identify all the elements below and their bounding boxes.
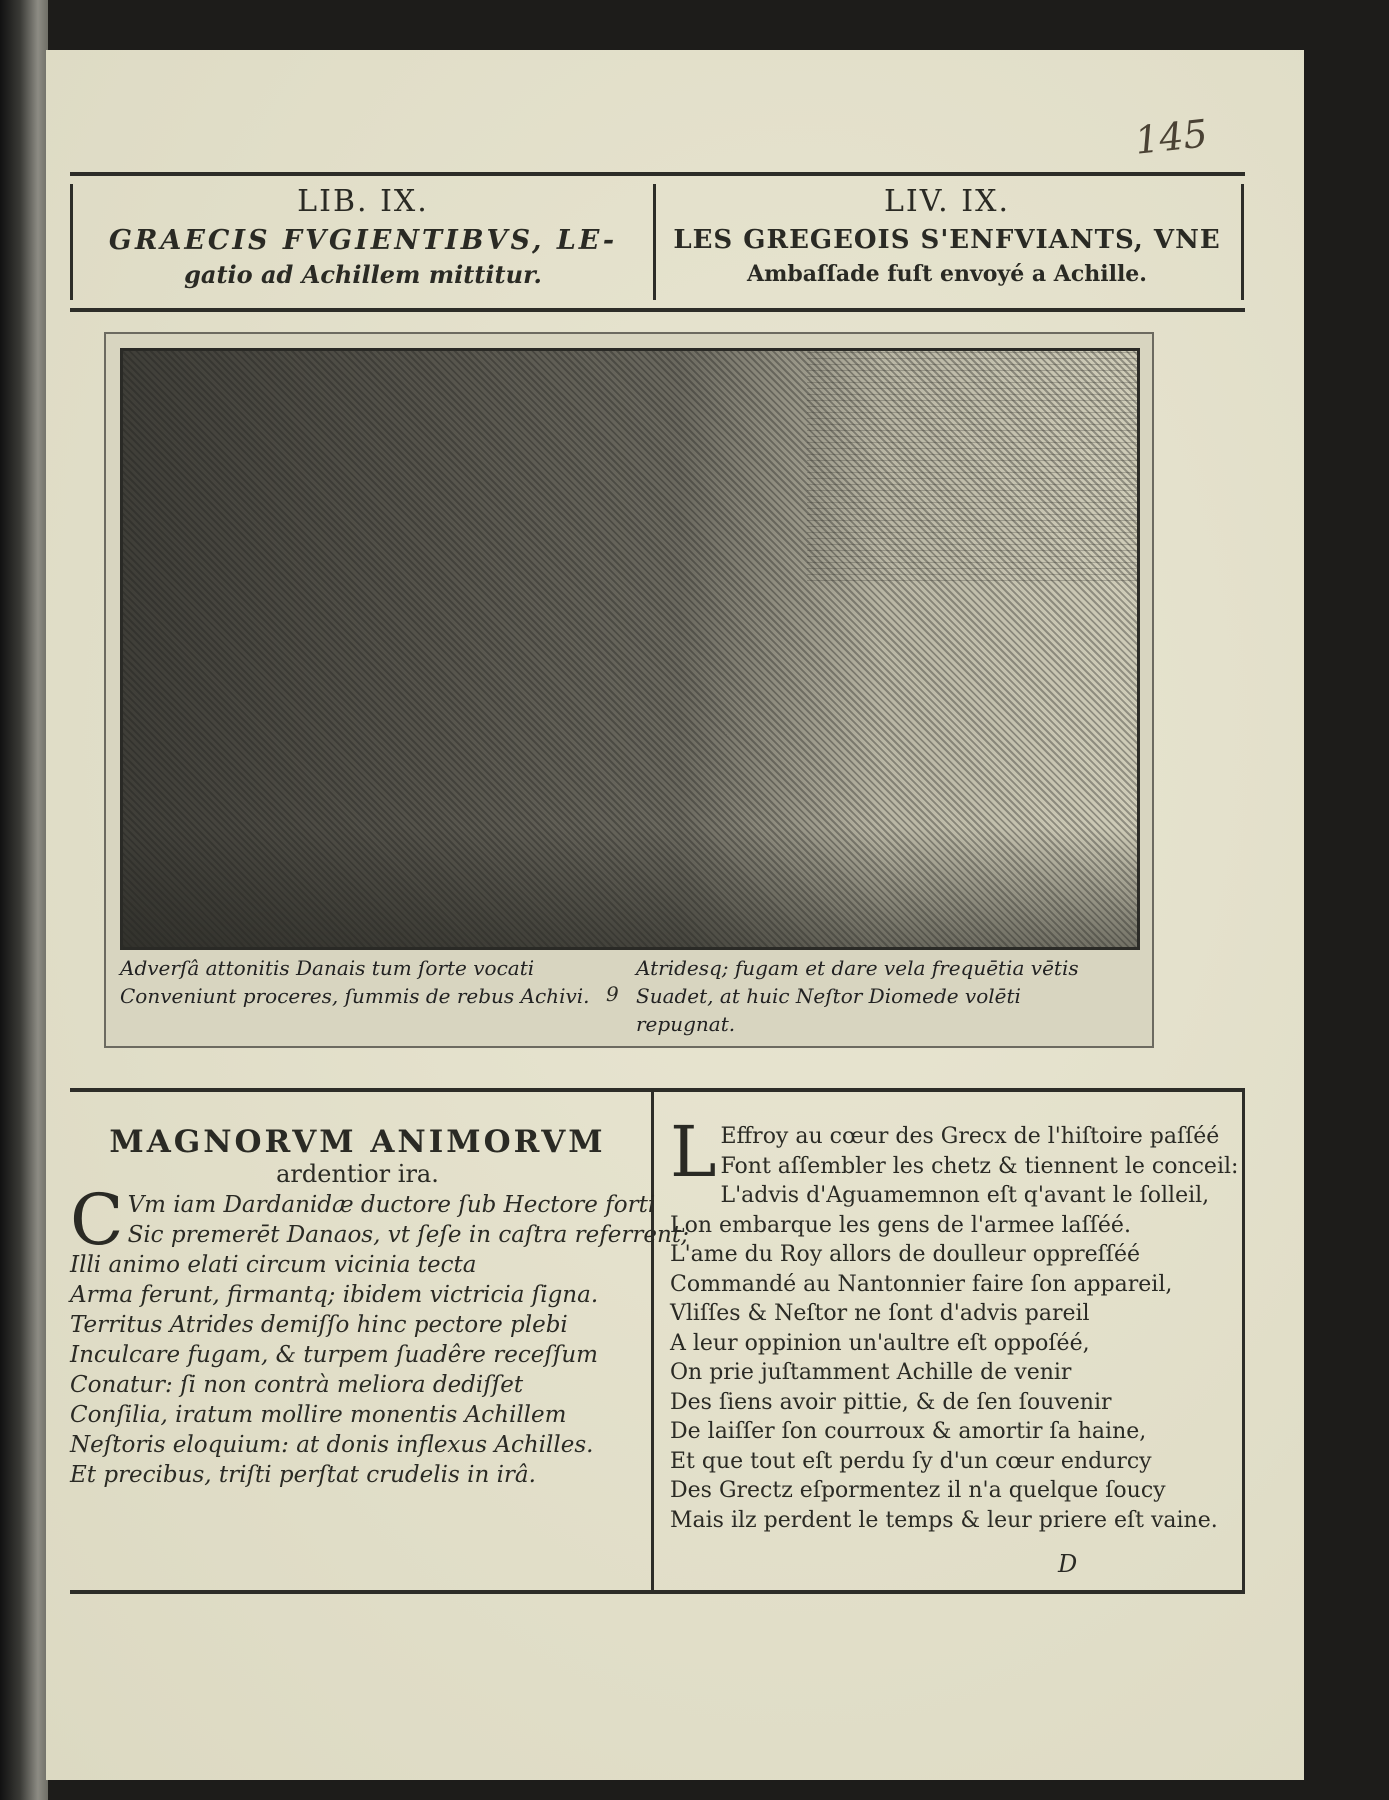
folio-number: 145 [1132,111,1210,163]
plate-caption-left [120,954,600,1010]
verse-line: Territus Atrides demiſſo hinc pectore plebi [70,1312,568,1338]
header-french [653,184,1244,300]
heading-latin-line2: gatio ad Achillem mittitur. [184,260,542,289]
verse-line: Commandé au Nantonnier faire ſon appareil, [670,1271,1173,1297]
caption-line: Conveniunt proceres, ſummis de rebus Achivi. [120,984,590,1008]
header-latin [70,184,656,300]
verse-line: Arma ferunt, firmantq; ibidem victricia ſigna. [70,1282,599,1308]
verse-line: L'advis d'Aguamemnon eſt q'avant le ſolleil, [720,1183,1210,1208]
drop-cap-latin: C [70,1179,124,1261]
drop-cap-french: L [670,1111,717,1193]
engraving-illustration [120,348,1140,950]
caption-line: Adverſâ attonitis Danais tum ſorte vocati [120,956,535,980]
verse-line: Vliſſes & Neſtor ne ſont d'advis pareil [670,1301,1090,1326]
heading-latin-line1: GRAECIS FVGIENTIBVS, LE- [108,225,618,256]
engraving-ground [123,827,1137,947]
verse-line: Lon embarque les gens de l'armee laſſéé. [670,1212,1131,1238]
verse-box [70,1088,1245,1594]
verse-line: Et que tout eſt perdu ſy d'un cœur endurcy [670,1448,1152,1474]
latin-verse [70,1124,689,1490]
verse-line: Des Grectz eſpormentez il n'a quelque ſoucy [670,1478,1166,1503]
verse-line: Effroy au cœur des Grecx de l'hiſtoire paſſéé [720,1124,1220,1149]
caption-line: Atridesq; fugam et dare vela frequētia vētis [636,956,1079,980]
book-number-latin: LIB. IX. [297,184,429,219]
verse-line: Conſilia, iratum mollire monentis Achillem [70,1402,567,1428]
verse-line: Font aſſembler les chetz & tiennent le conceil: [720,1153,1239,1179]
french-verse [670,1111,1240,1535]
engraving-sky [807,351,1137,581]
verse-line: Et precibus, triſti perſtat crudelis in irâ. [70,1462,536,1488]
verse-line: Vm iam Dardanidæ ductore ſub Hectore forti [127,1192,656,1218]
heading-french-line2: Ambaſſade fuſt envoyé a Achille. [747,261,1147,287]
verse-line: L'ame du Roy allors de doulleur oppreſſéé [670,1242,1140,1267]
verse-line: Inculcare fugam, & turpem ſuadêre receſſum [70,1342,598,1368]
plate-number: 9 [606,982,619,1006]
verse-line: Mais ilz perdent le temps & leur priere eſt vaine. [670,1507,1218,1533]
box-right-border [1242,1092,1245,1590]
signature-mark: D [1058,1550,1078,1578]
column-divider [651,1092,654,1590]
verse-line: Des ſiens avoir pittie, & de ſen ſouvenir [670,1389,1112,1415]
verse-line: De laiſſer ſon courroux & amortir ſa haine, [670,1419,1147,1444]
verse-line: Neſtoris eloquium: at donis inflexus Achilles. [70,1432,594,1458]
latin-subtitle: ardentior ira. [276,1160,439,1188]
verse-line: Sic premerēt Danaos, vt ſeſe in caſtra referrent; [127,1222,689,1248]
book-number-french: LIV. IX. [883,184,1010,219]
plate-caption-right [636,954,1116,1038]
latin-title: MAGNORVM ANIMORVM [109,1124,606,1160]
heading-french-line1: LES GREGEOIS S'ENFVIANTS, VNE [673,225,1221,255]
verse-line: Conatur: ſi non contrà meliora dediſſet [70,1372,524,1398]
verse-line: Illi animo elati circum vicinia tecta [70,1252,477,1278]
chapter-header [70,172,1245,312]
verse-line: On prie juſtamment Achille de venir [670,1360,1072,1385]
engraving-plate [104,332,1154,1048]
verse-line: A leur oppinion un'aultre eſt oppoſéé, [670,1330,1090,1356]
book-spine-edge [0,0,48,1800]
caption-line: Suadet, at huic Neſtor Diomede volēti repugnat. [636,984,1021,1036]
